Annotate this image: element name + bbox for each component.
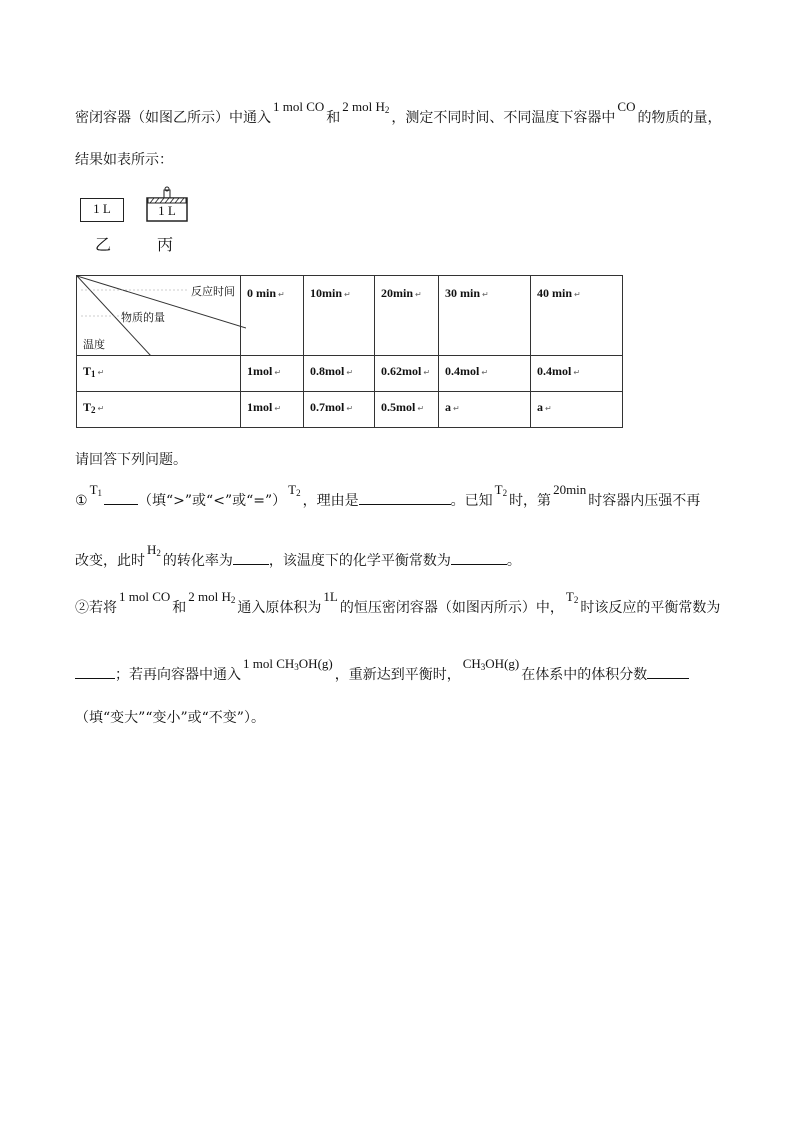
table-cell [304,392,375,428]
chem-h2-q2 [188,589,235,604]
table-row [77,356,623,392]
question-2-line-2 [75,656,689,688]
answer-blank-reason[interactable] [359,490,451,505]
row-label-main: T [83,400,92,414]
table-cell [375,392,439,428]
t3-sub: 2 [502,488,508,498]
h2-sub: 2 [156,548,161,558]
return-mark-icon: ↵ [97,368,105,377]
question-2-line-3: （填“变大”“变小”或“不变”）。 [75,710,265,726]
text: 。已知 [450,493,493,509]
text: 。 [506,553,521,569]
t2-sub: 2 [296,488,301,498]
return-mark-icon: ↵ [574,290,581,299]
return-mark-icon: ↵ [278,290,285,299]
t3-main: T [494,482,503,497]
text: ，测定不同时间、不同温度下容器中 [391,110,616,126]
text: （填“>”或“<”或“=”） [138,493,287,509]
chem-h2-q1 [147,542,161,557]
chem-co: 1 mol CO [273,99,325,114]
ch3oh-main: 1 mol CH [243,656,295,671]
chem-ch3oh [243,656,333,671]
question-1-line-2 [75,542,521,574]
text: 的物质的量， [637,110,722,126]
col-label: 40 min [537,286,573,300]
cell-value: 0.7mol [310,400,345,414]
h2-sub: 2 [230,595,236,605]
q2-number: ②若将 [75,600,117,616]
text: 的转化率为 [162,553,233,569]
row-label-sub: 1 [91,369,96,379]
cell-value: 0.4mol [537,364,572,378]
row-label [77,392,241,428]
text: 时，第 [509,493,552,509]
return-mark-icon: ↵ [415,290,422,299]
table-cell [241,356,304,392]
question-intro: 请回答下列问题。 [75,452,187,468]
container-yi: 1 L [80,198,124,222]
text: 改变，此时 [75,553,145,569]
return-mark-icon: ↵ [344,290,351,299]
ch3oh2-end: OH(g) [485,656,520,671]
paragraph-2: 结果如表所示： [75,152,173,168]
return-mark-icon: ↵ [97,404,105,413]
return-mark-icon: ↵ [481,368,489,377]
row-label-sub: 2 [91,405,96,415]
cell-value: a [537,400,543,414]
cell-value: 0.62mol [381,364,422,378]
text: ，理由是 [302,493,359,509]
t1-main: T [89,482,98,497]
cell-value: 1mol [247,364,273,378]
chem-co-2: CO [617,99,636,114]
diagonal-header-cell [77,276,241,356]
ch3oh-end: OH(g) [298,656,333,671]
ch3oh-sub: 3 [294,662,299,672]
header-amount: 物质的量 [121,311,165,324]
table-cell [439,392,531,428]
table-cell [241,392,304,428]
chem-h2 [342,99,389,114]
col-label: 10min [310,286,343,300]
text: 通入原体积为 [237,600,322,616]
col-header-0 [241,276,304,356]
col-header-4 [531,276,623,356]
table-cell [375,356,439,392]
answer-blank-fraction[interactable] [647,664,689,679]
container-bing-label: 1 L [158,203,176,218]
t1-sub: 1 [97,488,103,498]
temp-main: T [565,589,574,604]
return-mark-icon: ↵ [417,404,425,413]
col-header-2 [375,276,439,356]
h2-main: 2 mol H [188,589,231,604]
chem-ch3oh-2 [463,656,520,671]
answer-blank-conversion[interactable] [233,550,269,565]
data-table [76,275,623,428]
text: 时该反应的平衡常数为 [580,600,721,616]
container-bing [146,184,188,222]
cell-value: 0.5mol [381,400,416,414]
return-mark-icon: ↵ [346,368,354,377]
cell-value: 0.8mol [310,364,345,378]
table-cell [531,392,623,428]
text: 的恒压密闭容器（如图丙所示）中， [339,600,564,616]
label-bing: 丙 [157,235,174,254]
time-20min: 20min [553,482,587,497]
col-label: 0 min [247,286,277,300]
chem-co-q2: 1 mol CO [119,589,171,604]
text: 和 [326,110,341,126]
table-cell [439,356,531,392]
chem-t2b [495,482,507,497]
return-mark-icon: ↵ [453,404,460,413]
chem-t2-q2 [566,589,578,604]
table-cell [531,356,623,392]
text: ；若再向容器中通入 [115,667,241,683]
paragraph-1 [75,99,722,131]
chem-t1 [90,482,102,497]
text: 时容器内压强不再 [588,493,701,509]
table-row [77,392,623,428]
h2-main: H [147,542,157,557]
col-label: 20min [381,286,414,300]
ch3oh2-main: CH [462,656,481,671]
text: 和 [172,600,187,616]
volume-1l: 1L [323,589,338,604]
return-mark-icon: ↵ [423,368,431,377]
chem-h2-sub: 2 [384,105,390,115]
answer-blank-k[interactable] [75,664,115,679]
answer-blank-1[interactable] [104,490,138,505]
row-label [77,356,241,392]
return-mark-icon: ↵ [346,404,354,413]
label-yi: 乙 [95,235,112,254]
question-2-line-1 [75,589,721,621]
cell-value: 0.4mol [445,364,480,378]
chem-h2-main: 2 mol H [342,99,385,114]
return-mark-icon: ↵ [545,404,552,413]
col-header-3 [439,276,531,356]
chem-t2 [288,482,300,497]
col-label: 30 min [445,286,481,300]
text: ，重新达到平衡时， [334,667,461,683]
header-temp: 温度 [83,338,105,351]
text: 在体系中的体积分数 [521,667,648,683]
row-label-main: T [83,364,92,378]
ch3oh2-sub: 3 [480,662,486,672]
t2-main: T [288,482,297,497]
cell-value: 1mol [247,400,273,414]
return-mark-icon: ↵ [482,290,489,299]
table-cell [304,356,375,392]
header-time: 反应时间 [191,285,235,298]
col-header-1 [304,276,375,356]
cell-value: a [445,400,451,414]
text: 密闭容器（如图乙所示）中通入 [75,110,271,126]
return-mark-icon: ↵ [274,404,282,413]
question-1-line-1 [75,482,701,514]
answer-blank-constant[interactable] [451,550,507,565]
return-mark-icon: ↵ [274,368,282,377]
table-header-row [77,276,623,356]
return-mark-icon: ↵ [573,368,581,377]
temp-sub: 2 [573,595,579,605]
text: ，该温度下的化学平衡常数为 [268,553,451,569]
q1-number: ① [75,493,88,509]
